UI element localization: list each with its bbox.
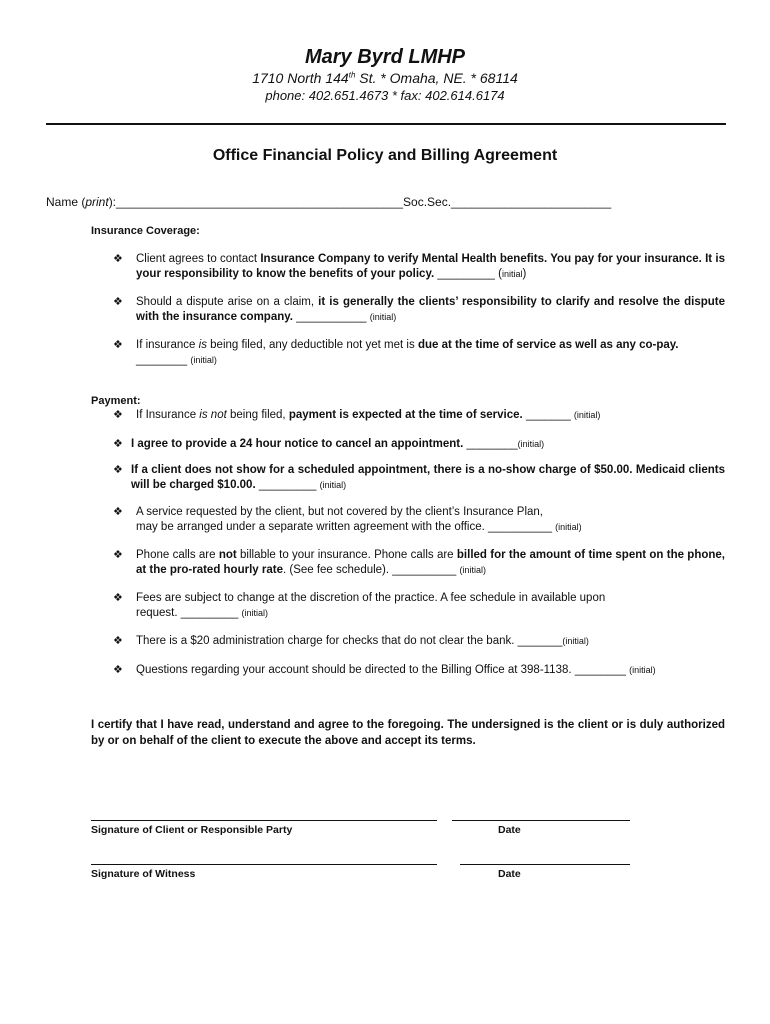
item-text: being filed, any deductible not yet met is bbox=[206, 339, 418, 351]
client-date-line[interactable] bbox=[452, 820, 630, 821]
address-start: 1710 North 144 bbox=[252, 70, 349, 86]
list-item bbox=[113, 634, 725, 649]
item-text: . (See fee schedule). __________ bbox=[282, 564, 460, 576]
item-text: being filed, bbox=[226, 409, 289, 421]
item-text: Phone calls are bbox=[136, 549, 219, 561]
item-text: A service requested by the client, but not covered by the client’s Insurance Plan, bbox=[136, 506, 543, 518]
witness-date-label: Date bbox=[498, 868, 521, 880]
item-bold-text: due at the time of service as well as any co-pay. bbox=[417, 339, 679, 351]
item-text: may be arranged under a separate written agreement with the office. __________ bbox=[136, 521, 556, 533]
item-italic-text: is not bbox=[199, 409, 227, 421]
bullet-icon: ❖ bbox=[113, 253, 123, 265]
item-bold-text: payment is expected at the time of service. bbox=[288, 409, 523, 421]
witness-signature-line[interactable] bbox=[91, 864, 437, 865]
list-item bbox=[113, 437, 725, 452]
address-ordinal: th bbox=[348, 70, 356, 80]
bullet-icon: ❖ bbox=[113, 635, 123, 647]
item-text: If insurance bbox=[136, 339, 199, 351]
list-item bbox=[113, 252, 725, 282]
item-text: If Insurance bbox=[136, 409, 200, 421]
bullet-icon: ❖ bbox=[113, 409, 123, 421]
witness-signature-label: Signature of Witness bbox=[91, 868, 196, 880]
name-blank[interactable]: ___________________________________________ bbox=[116, 195, 404, 209]
document-title: Office Financial Policy and Billing Agreement bbox=[212, 147, 558, 164]
payment-heading: Payment: bbox=[91, 395, 141, 407]
initial-blank[interactable]: ___________ bbox=[293, 311, 370, 323]
initial-blank[interactable]: _______ bbox=[522, 409, 574, 421]
item-text: Should a dispute arise on a claim, bbox=[136, 296, 319, 308]
bullet-icon: ❖ bbox=[113, 438, 123, 450]
initial-label: (initial) bbox=[629, 665, 656, 675]
bullet-icon: ❖ bbox=[113, 464, 123, 476]
item-text: billable to your insurance. Phone calls are bbox=[236, 549, 457, 561]
witness-date-line[interactable] bbox=[460, 864, 630, 865]
list-item bbox=[113, 505, 725, 535]
item-bold-text: it is generally the clients’ responsibility to clarify and resolve the dispute with the insurance company. bbox=[136, 296, 726, 323]
bullet-icon: ❖ bbox=[113, 664, 123, 676]
bullet-icon: ❖ bbox=[113, 549, 123, 561]
initial-close: ) bbox=[522, 268, 527, 280]
name-label: Name ( bbox=[46, 195, 86, 209]
initial-label: (initial) bbox=[573, 410, 601, 420]
list-item bbox=[113, 408, 725, 423]
item-bold-text: billed for the amount of time spent on the phone, at the pro-rated hourly rate bbox=[136, 549, 725, 576]
item-italic-text: is bbox=[198, 339, 207, 351]
initial-label: (initial) bbox=[517, 439, 545, 449]
bullet-icon: ❖ bbox=[113, 296, 123, 308]
initial-label: initial bbox=[501, 269, 523, 279]
initial-label: (initial) bbox=[459, 565, 486, 575]
practitioner-name: Mary Byrd LMHP bbox=[304, 46, 466, 68]
name-label-end: ): bbox=[108, 195, 117, 209]
initial-blank[interactable]: _________ bbox=[255, 479, 320, 491]
item-text: request. _________ bbox=[136, 607, 242, 619]
header-divider bbox=[46, 123, 726, 125]
list-item bbox=[113, 295, 725, 325]
bullet-icon: ❖ bbox=[113, 339, 123, 351]
initial-label: (initial) bbox=[562, 636, 589, 646]
initial-label: (initial) bbox=[190, 355, 217, 365]
initial-label: (initial) bbox=[555, 522, 582, 532]
item-bold-text: If a client does not show for a scheduled appointment, there is a no-show charge of $50.00. Medicaid clients will be charged $10.00. bbox=[131, 464, 725, 491]
initial-label: (initial) bbox=[369, 312, 397, 322]
practice-contact: phone: 402.651.4673 * fax: 402.614.6174 bbox=[265, 88, 505, 103]
initial-blank[interactable]: ________ bbox=[463, 438, 518, 450]
client-signature-line[interactable] bbox=[91, 820, 437, 821]
bullet-icon: ❖ bbox=[113, 506, 123, 518]
list-item bbox=[113, 663, 725, 678]
bullet-icon: ❖ bbox=[113, 592, 123, 604]
list-item bbox=[113, 338, 703, 368]
item-bold-text: I agree to provide a 24 hour notice to cancel an appointment. bbox=[131, 438, 464, 450]
item-text: Questions regarding your account should be directed to the Billing Office at 398-1138. ________ bbox=[136, 664, 630, 676]
client-signature-label: Signature of Client or Responsible Party bbox=[91, 824, 293, 836]
ssn-blank[interactable]: ________________________ bbox=[451, 195, 612, 209]
ssn-label: Soc.Sec. bbox=[403, 195, 452, 209]
initial-blank[interactable]: ________ bbox=[136, 354, 191, 366]
item-text: Client agrees to contact bbox=[136, 253, 261, 265]
list-item bbox=[113, 463, 725, 493]
item-bold-text: Insurance Company to verify Mental Health benefits. You pay for your insurance. It is your responsibility to know the benefits of your policy. bbox=[136, 253, 725, 280]
client-date-label: Date bbox=[498, 824, 521, 836]
initial-blank[interactable]: _________ ( bbox=[434, 268, 502, 280]
list-item bbox=[113, 591, 725, 621]
name-label-print: print bbox=[85, 195, 109, 209]
item-text: Fees are subject to change at the discretion of the practice. A fee schedule in available upon bbox=[136, 592, 606, 604]
item-bold-text: not bbox=[218, 549, 237, 561]
insurance-heading: Insurance Coverage: bbox=[91, 225, 200, 237]
address-end: St. * Omaha, NE. * 68114 bbox=[355, 70, 518, 86]
practice-address bbox=[0, 70, 770, 86]
item-text: There is a $20 administration charge for checks that do not clear the bank. _______ bbox=[136, 635, 563, 647]
name-ssn-line bbox=[46, 195, 611, 209]
initial-label: (initial) bbox=[241, 608, 269, 618]
certification-statement: I certify that I have read, understand and agree to the foregoing. The undersigned is the client or is duly authorized by or on behalf of the client to execute the above and accept its terms. bbox=[91, 719, 725, 747]
list-item bbox=[113, 548, 725, 578]
initial-label: (initial) bbox=[319, 480, 347, 490]
